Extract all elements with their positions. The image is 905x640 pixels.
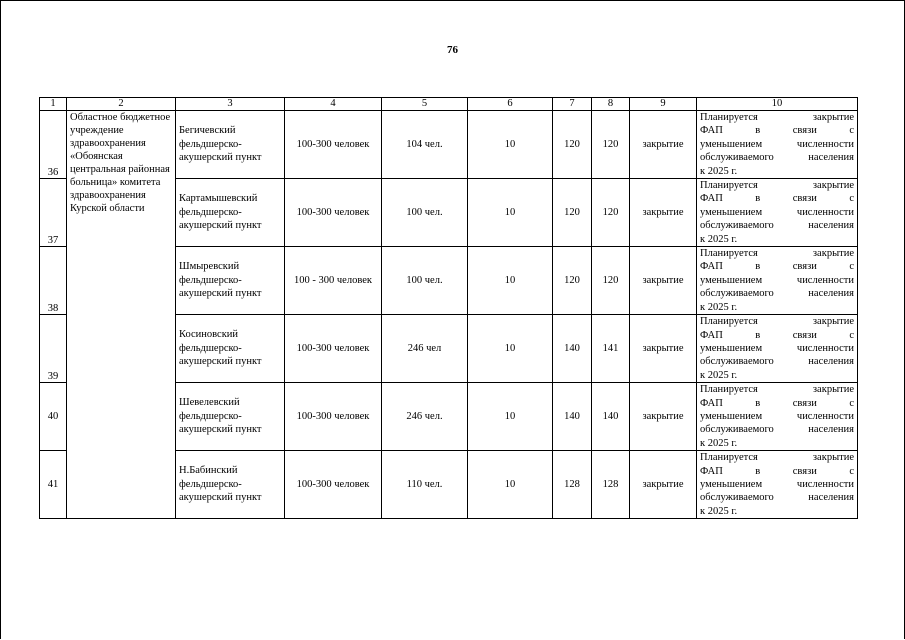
header-cell: 2 (67, 98, 176, 111)
header-cell: 4 (285, 98, 382, 111)
note-line: уменьшением численности (700, 478, 854, 490)
header-cell: 5 (382, 98, 468, 111)
row-number: 40 (40, 383, 67, 451)
note-line: ФАП в связи с (700, 465, 854, 477)
fap-name: Бегичевский фельдшерско-акушерский пункт (176, 111, 285, 179)
note-cell (697, 179, 858, 247)
note-line: Планируется закрытие (700, 452, 854, 464)
note-line: к 2025 г. (700, 165, 738, 177)
col7-value: 140 (553, 315, 592, 383)
header-cell: 1 (40, 98, 67, 111)
header-cell: 3 (176, 98, 285, 111)
population-range: 100-300 человек (285, 451, 382, 519)
col6-value: 10 (468, 315, 553, 383)
note-line: обслуживаемого населения (700, 424, 854, 436)
note-line: уменьшением численности (700, 342, 854, 354)
col6-value: 10 (468, 451, 553, 519)
population-range: 100-300 человек (285, 383, 382, 451)
note-line: ФАП в связи с (700, 397, 854, 409)
note-line: к 2025 г. (700, 437, 738, 449)
col7-value: 120 (553, 247, 592, 315)
action-cell: закрытие (630, 451, 697, 519)
header-row (40, 98, 858, 111)
col7-value: 120 (553, 111, 592, 179)
note-line: Планируется закрытие (700, 384, 854, 396)
population-range: 100-300 человек (285, 111, 382, 179)
note-line: ФАП в связи с (700, 125, 854, 137)
header-cell: 6 (468, 98, 553, 111)
col8-value: 140 (592, 383, 630, 451)
action-cell: закрытие (630, 111, 697, 179)
note-line: обслуживаемого населения (700, 492, 854, 504)
table-row (40, 111, 858, 179)
population-count: 246 чел. (382, 383, 468, 451)
note-line: ФАП в связи с (700, 193, 854, 205)
fap-name: Шевелевский фельдшерско-акушерский пункт (176, 383, 285, 451)
col6-value: 10 (468, 383, 553, 451)
organization-cell: Областное бюджетное учреждение здравоохранения «Обоянская центральная районная больница» комитета здравоохранения Курской области (67, 111, 176, 519)
population-count: 110 чел. (382, 451, 468, 519)
note-line: обслуживаемого населения (700, 220, 854, 232)
action-cell: закрытие (630, 383, 697, 451)
note-line: уменьшением численности (700, 206, 854, 218)
note-line: Планируется закрытие (700, 316, 854, 328)
row-number: 41 (40, 451, 67, 519)
note-line: уменьшением численности (700, 138, 854, 150)
note-line: к 2025 г. (700, 505, 738, 517)
header-cell: 10 (697, 98, 858, 111)
col7-value: 140 (553, 383, 592, 451)
population-range: 100 - 300 человек (285, 247, 382, 315)
col8-value: 120 (592, 111, 630, 179)
col8-value: 128 (592, 451, 630, 519)
note-line: к 2025 г. (700, 233, 738, 245)
fap-name: Косиновский фельдшерско-акушерский пункт (176, 315, 285, 383)
col8-value: 120 (592, 247, 630, 315)
population-count: 104 чел. (382, 111, 468, 179)
note-line: ФАП в связи с (700, 329, 854, 341)
population-count: 246 чел (382, 315, 468, 383)
population-range: 100-300 человек (285, 315, 382, 383)
col6-value: 10 (468, 179, 553, 247)
header-cell: 7 (553, 98, 592, 111)
fap-table (39, 97, 858, 519)
note-line: уменьшением численности (700, 410, 854, 422)
fap-name: Н.Бабинский фельдшерско-акушерский пункт (176, 451, 285, 519)
note-line: Планируется закрытие (700, 112, 854, 123)
note-cell (697, 315, 858, 383)
note-line: к 2025 г. (700, 301, 738, 313)
note-line: обслуживаемого населения (700, 288, 854, 300)
population-range: 100-300 человек (285, 179, 382, 247)
col7-value: 128 (553, 451, 592, 519)
fap-name: Картамышевский фельдшерско-акушерский пункт (176, 179, 285, 247)
row-number: 38 (40, 247, 67, 315)
header-cell: 9 (630, 98, 697, 111)
action-cell: закрытие (630, 179, 697, 247)
note-line: Планируется закрытие (700, 180, 854, 192)
note-line: к 2025 г. (700, 369, 738, 381)
population-count: 100 чел. (382, 179, 468, 247)
fap-name: Шмыревский фельдшерско-акушерский пункт (176, 247, 285, 315)
note-cell (697, 247, 858, 315)
note-cell (697, 383, 858, 451)
col8-value: 120 (592, 179, 630, 247)
note-line: обслуживаемого населения (700, 356, 854, 368)
note-line: ФАП в связи с (700, 261, 854, 273)
row-number: 37 (40, 179, 67, 247)
note-cell (697, 111, 858, 179)
note-cell (697, 451, 858, 519)
col6-value: 10 (468, 247, 553, 315)
note-line: уменьшением численности (700, 274, 854, 286)
note-line: обслуживаемого населения (700, 152, 854, 164)
page-number: 76 (447, 44, 458, 56)
row-number: 39 (40, 315, 67, 383)
col8-value: 141 (592, 315, 630, 383)
col7-value: 120 (553, 179, 592, 247)
note-line: Планируется закрытие (700, 248, 854, 260)
col6-value: 10 (468, 111, 553, 179)
row-number: 36 (40, 111, 67, 179)
action-cell: закрытие (630, 247, 697, 315)
header-cell: 8 (592, 98, 630, 111)
population-count: 100 чел. (382, 247, 468, 315)
action-cell: закрытие (630, 315, 697, 383)
